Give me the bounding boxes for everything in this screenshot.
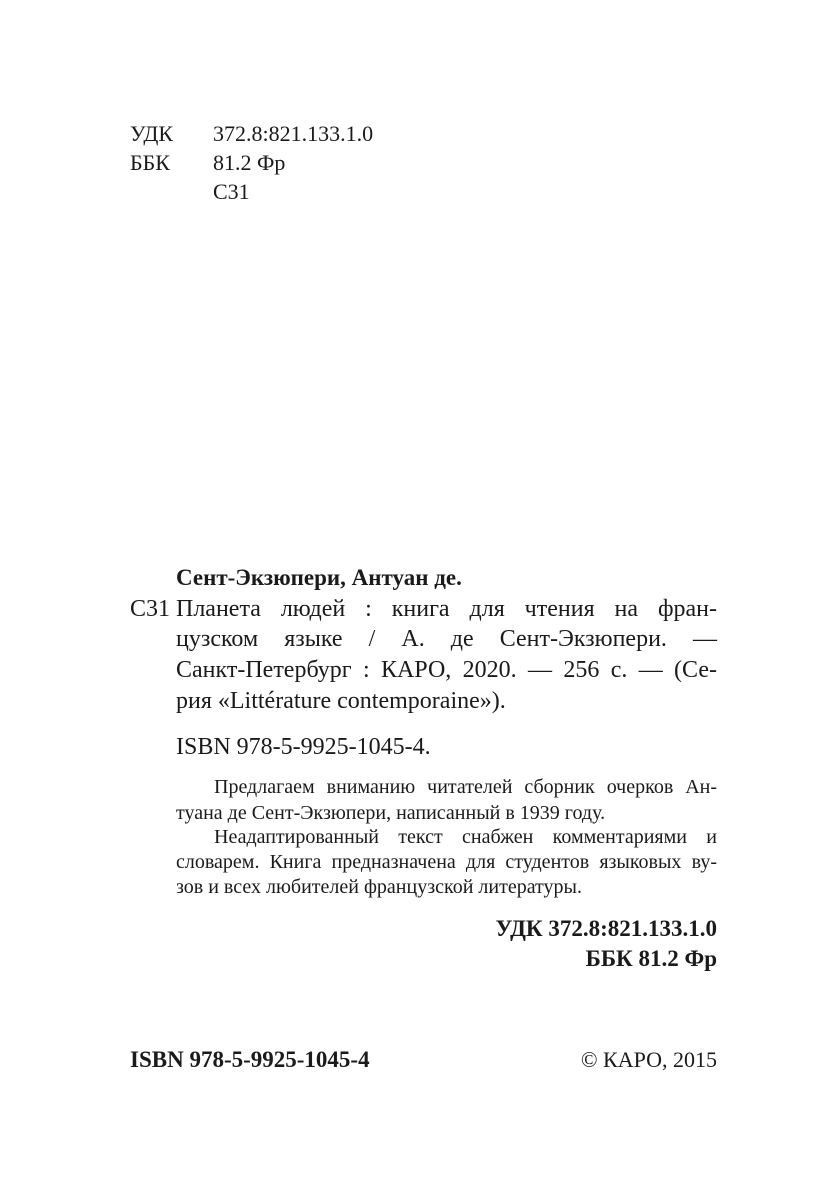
author-heading: Сент-Экзюпери, Антуан де. [176, 565, 462, 590]
description-line: Планета людей : книга для чтения на фран- [176, 596, 717, 622]
annotation-line: Неадаптированный текст снабжен комментариями и [214, 826, 717, 848]
annotation-line: словарем. Книга предназначена для студентов языковых ву- [176, 851, 717, 873]
description-line: рия «Littérature contemporaine»). [176, 688, 506, 714]
card-isbn: ISBN 978-5-9925-1045-4. [176, 734, 431, 760]
description-line: Санкт-Петербург : КАРО, 2020. — 256 с. — (Се- [176, 657, 717, 683]
author-mark: С31 [213, 179, 250, 204]
annotation-line: туана де Сент-Экзюпери, написанный в 1939 году. [176, 802, 606, 824]
bbk-label: ББК [130, 150, 170, 175]
annotation-line: зов и всех любителей французской литературы. [176, 876, 582, 898]
bbk-value: 81.2 Фр [213, 150, 286, 175]
isbn-bottom: ISBN 978-5-9925-1045-4 [130, 1047, 370, 1072]
description-line: цузском языке / А. де Сент-Экзюпери. — [176, 626, 717, 652]
card-author-mark: С31 [130, 596, 171, 622]
bbk-footer: ББК 81.2 Фр [585, 946, 717, 971]
udk-footer: УДК 372.8:821.133.1.0 [495, 916, 717, 941]
annotation-line: Предлагаем вниманию читателей сборник очерков Ан- [214, 776, 717, 798]
udk-value: 372.8:821.133.1.0 [213, 121, 374, 146]
copyright-notice: © КАРО, 2015 [580, 1047, 717, 1072]
udk-label: УДК [130, 121, 174, 146]
